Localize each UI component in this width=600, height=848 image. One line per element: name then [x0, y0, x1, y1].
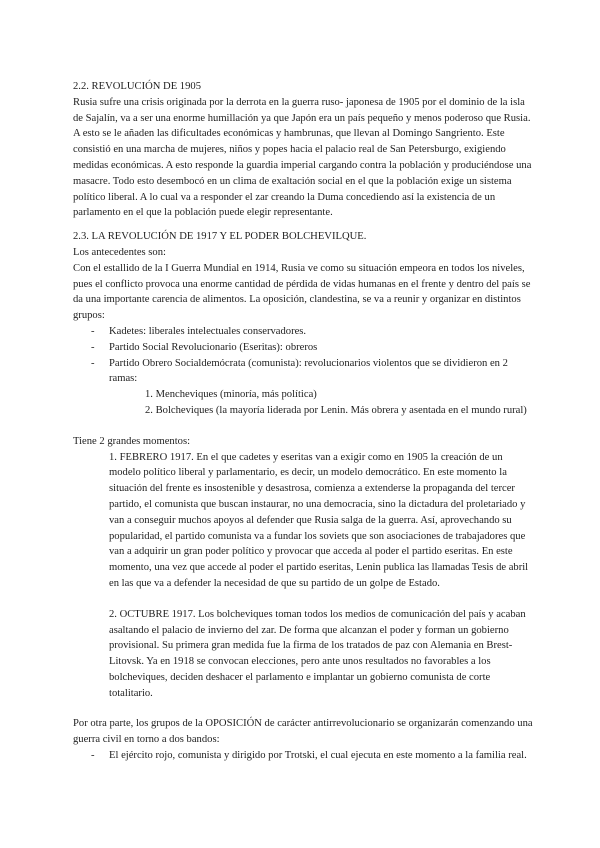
civil-war-sides-list: [73, 748, 533, 764]
spacer: [73, 419, 533, 434]
moment-february-1917: 1. FEBRERO 1917. En el que cadetes y eseritas van a exigir como en 1905 la creación de un modelo político liberal y parlamentario, es decir, un modelo democrático. En este momento la situación del frente es insostenible y desastrosa, comienza a extenderse la propaganda del tercer partido, el comunista que buscan instaurar, no una democracia, sino la dictadura del proletariado y van a conseguir muchos apoyos al defender que Rusia salga de la guerra. Así, aprovechando su popularidad, el partido comunista va a fundar los soviets que son asociaciones de trabajadores que van a adquirir un gran poder político y provocar que acceda al poder el partido eseritas. En este momento, una vez que accede al poder el partido eseritas, Lenin publica las llamadas Tesis de abril en las que va a defender la necesidad de que su partido de un golpe de Estado.: [109, 451, 529, 589]
spacer: [73, 701, 533, 716]
list-item: [73, 356, 533, 388]
opposition-paragraph: Por otra parte, los grupos de la OPOSICIÓN de carácter antirrevolucionario se organizarán comenzando una guerra civil en torno a dos bandos:: [73, 718, 533, 746]
list-item: 1. Mencheviques (minoría, más política): [145, 389, 317, 401]
party-branches-list: [73, 387, 533, 419]
moment-october-1917: 2. OCTUBRE 1917. Los bolcheviques toman todos los medios de comunicación del país y acaban asaltando el palacio de invierno del zar. De forma que alcanzan el poder y forman un gobierno provisional. Su primera gran medida fue la firma de los tratados de paz con Alemania en Brest- Litovsk. Ya en 1918 se convocan elecciones, pero ante unos resultados no favorables a los bolcheviques, deciden deshacer el parlamento e implantar un gobierno comunista de corte totalitario.: [109, 608, 526, 699]
spacer: [73, 221, 533, 229]
spacer: [73, 592, 533, 607]
bullet-dash: -: [91, 750, 95, 762]
list-item-text: Partido Social Revolucionario (Eseritas): obreros: [109, 341, 318, 353]
document-content: [73, 79, 533, 764]
list-item-text: El ejército rojo, comunista y dirigido por Trotski, el cual ejecuta en este momento a la familia real.: [109, 750, 527, 762]
list-item-text: Partido Obrero Socialdemócrata (comunista): revolucionarios violentos que se dividieron en 2 ramas:: [109, 357, 508, 385]
bullet-dash: -: [91, 357, 95, 369]
bullet-dash: -: [91, 325, 95, 337]
bullet-dash: -: [91, 341, 95, 353]
antecedentes-paragraph: Con el estallido de la I Guerra Mundial en 1914, Rusia ve como su situación empeora en todos los niveles, pues el conflicto provoca una enorme cantidad de pérdida de vidas humanas en el frente y dentro del país se da una importante carencia de alimentos. La oposición, clandestina, se va a reunir y organizar en distintos grupos:: [73, 262, 531, 322]
section-heading-1905: 2.2. REVOLUCIÓN DE 1905: [73, 81, 201, 92]
antecedentes-label: Los antecedentes son:: [73, 246, 166, 258]
section-heading-1917: 2.3. LA REVOLUCIÓN DE 1917 Y EL PODER BOLCHEVILQUE.: [73, 231, 367, 243]
paragraph-1905: Rusia sufre una crisis originada por la derrota en la guerra ruso- japonesa de 1905 por el dominio de la isla de Sajalín, va a ser una enorme humillación ya que Japón era un país pequeño y menos poderoso que Rusia. A esto se le añaden las dificultades económicas y hambrunas, que llevan al Domingo Sangriento. Este consistió en una marcha de mujeres, niños y popes hacia el palacio real de San Petersburgo, exigiendo medidas económicas. A esto responde la guardia imperial cargando contra la población y produciéndose una masacre. Todo esto desembocó en un clima de exaltación social en el que la población exige un sistema político liberal. A lo cual va a responder el zar creando la Duma concediendo así la existencia de un parlamento en el que la población puede elegir representante.: [73, 96, 532, 219]
list-item: [73, 324, 533, 340]
list-item: 2. Bolcheviques (la mayoría liderada por Lenin. Más obrera y asentada en el mundo rural): [145, 404, 527, 416]
opposition-groups-list: [73, 324, 533, 387]
list-item: [73, 340, 533, 356]
list-item-text: Kadetes: liberales intelectuales conservadores.: [109, 325, 307, 337]
list-item: [73, 748, 533, 764]
moments-label: Tiene 2 grandes momentos:: [73, 435, 191, 447]
